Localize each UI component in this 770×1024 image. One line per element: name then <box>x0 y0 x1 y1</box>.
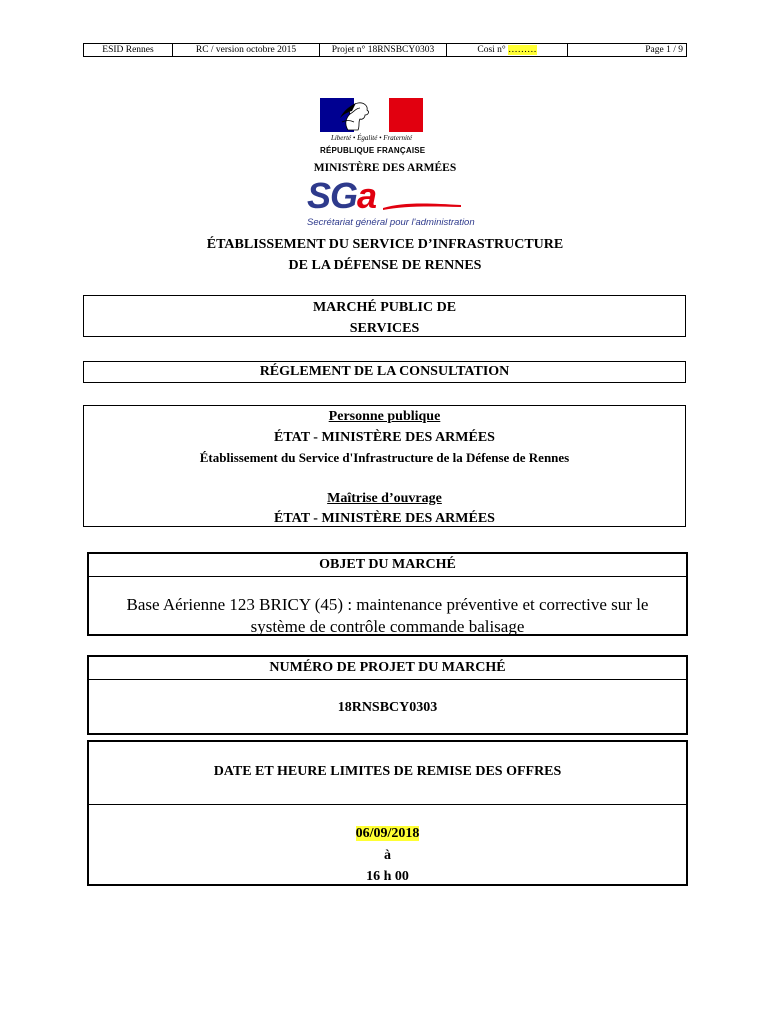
date-a: à <box>384 847 391 863</box>
establishment-line-1: ÉTABLISSEMENT DU SERVICE D’INFRASTRUCTURE <box>206 237 564 252</box>
objet-box <box>87 552 688 636</box>
sga-letter-a: a <box>357 175 377 216</box>
sga-letters-main: SG <box>307 175 358 216</box>
date-body <box>89 805 686 888</box>
objet-line-2: système de contrôle commande balisage <box>250 617 525 636</box>
rf-motto: Liberté • Égalité • Fraternité <box>330 134 413 142</box>
tricolor-flag <box>320 98 423 132</box>
sga-subtitle: Secrétariat général pour l'administration <box>307 217 475 228</box>
header-cosi-label: Cosi n° <box>477 45 509 55</box>
establishment-line-2: DE LA DÉFENSE DE RENNES <box>288 258 482 273</box>
date-time: 16 h 00 <box>366 869 409 884</box>
personne-line-2: Établissement du Service d'Infrastructure de la Défense de Rennes <box>199 450 570 465</box>
date-value: 06/09/2018 <box>355 826 420 841</box>
personne-publique-box <box>83 405 686 527</box>
numero-box <box>87 655 688 735</box>
header-page: Page 1 / 9 <box>568 44 687 57</box>
header-cosi-placeholder: ……… <box>508 45 537 55</box>
numero-heading: NUMÉRO DE PROJET DU MARCHÉ <box>89 657 686 680</box>
reglement-box: RÉGLEMENT DE LA CONSULTATION <box>83 361 686 383</box>
header-version: RC / version octobre 2015 <box>173 44 320 57</box>
marche-line-2: SERVICES <box>349 321 420 336</box>
personne-heading: Personne publique <box>328 409 441 424</box>
header-cosi <box>447 44 568 57</box>
objet-body <box>89 577 686 638</box>
maitrise-line: ÉTAT - MINISTÈRE DES ARMÉES <box>274 511 495 526</box>
objet-line-1: Base Aérienne 123 BRICY (45) : maintenance préventive et corrective sur le <box>126 595 649 614</box>
date-heading: DATE ET HEURE LIMITES DE REMISE DES OFFRES <box>89 742 686 805</box>
objet-heading: OBJET DU MARCHÉ <box>89 554 686 577</box>
sga-letters <box>307 175 377 216</box>
running-header <box>83 43 687 57</box>
marche-type-box <box>83 295 686 337</box>
date-box <box>87 740 688 886</box>
header-project: Projet n° 18RNSBCY0303 <box>320 44 447 57</box>
ministry-title: MINISTÈRE DES ARMÉES <box>313 162 457 174</box>
numero-value: 18RNSBCY0303 <box>337 700 438 715</box>
marianne-profile-icon <box>334 100 378 132</box>
sga-swoosh-icon <box>383 196 463 212</box>
marche-line-1: MARCHÉ PUBLIC DE <box>312 300 457 315</box>
maitrise-heading: Maîtrise d’ouvrage <box>327 490 442 506</box>
establishment-title <box>0 234 770 276</box>
sga-logo <box>305 175 475 228</box>
republique-francaise-logo <box>320 98 426 160</box>
personne-line-1: ÉTAT - MINISTÈRE DES ARMÉES <box>274 429 495 445</box>
rf-name: RÉPUBLIQUE FRANÇAISE <box>320 146 426 155</box>
header-org: ESID Rennes <box>84 44 173 57</box>
